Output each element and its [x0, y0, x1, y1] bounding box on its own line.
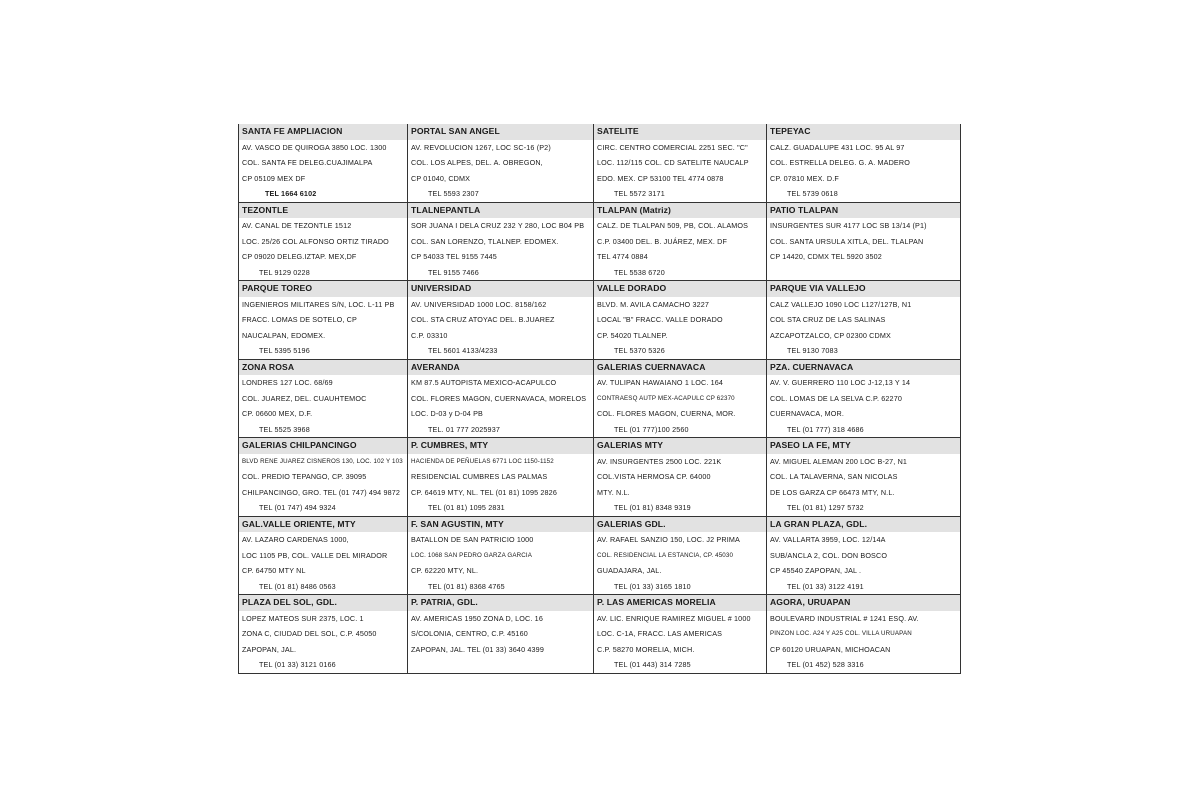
store-name: TLALPAN (Matriz) — [594, 203, 766, 219]
store-address-line: SUB/ANCLA 2, COL. DON BOSCO — [770, 550, 888, 560]
store-address-line: LOC 1105 PB, COL. VALLE DEL MIRADOR — [242, 550, 388, 560]
store-phone: TEL 5370 5326 — [614, 346, 665, 355]
store-phone: TEL (01 33) 3122 4191 — [787, 581, 864, 591]
directory-row — [239, 594, 960, 673]
store-name: PASEO LA FE, MTY — [767, 438, 960, 454]
store-address-line: FRACC. LOMAS DE SOTELO, CP — [242, 315, 357, 324]
store-name: GALERIAS CUERNAVACA — [594, 360, 766, 376]
store-cell-paseo-la-fe-mty — [766, 438, 960, 516]
store-phone: TEL. 01 777 2025937 — [428, 424, 500, 434]
store-phone: TEL (01 81) 8368 4765 — [428, 581, 505, 591]
store-address-line: COL STA CRUZ DE LAS SALINAS — [770, 315, 886, 324]
store-phone: TEL (01 33) 3165 1810 — [614, 581, 691, 591]
store-address-line: CP 45540 ZAPOPAN, JAL . — [770, 566, 862, 575]
store-address-line: BLVD RENE JUAREZ CISNEROS 130, LOC. 102 Y 103 — [242, 457, 403, 465]
store-phone: TEL (01 81) 8348 9319 — [614, 503, 691, 512]
store-cell-galerias-cuernavaca — [593, 360, 766, 438]
store-address-line: COL. JUAREZ, DEL. CUAUHTEMOC — [242, 393, 367, 403]
store-address-line: LOC. 112/115 COL. CD SATELITE NAUCALP — [597, 158, 749, 167]
store-address-line: S/COLONIA, CENTRO, C.P. 45160 — [411, 629, 528, 638]
directory-row — [239, 280, 960, 359]
store-phone: TEL (01 81) 1095 2831 — [428, 503, 505, 512]
store-address-line: COL. ESTRELLA DELEG. G. A. MADERO — [770, 158, 910, 167]
store-address-line: AV. UNIVERSIDAD 1000 LOC. 8158/162 — [411, 299, 547, 309]
store-address-line: CP. 06600 MEX, D.F. — [242, 409, 313, 418]
store-address-line: AV. V. GUERRERO 110 LOC J-12,13 Y 14 — [770, 378, 911, 387]
store-cell-satelite — [593, 124, 766, 202]
store-address-line: AV. TULIPAN HAWAIANO 1 LOC. 164 — [597, 378, 724, 387]
store-address-line: COL. STA CRUZ ATOYAC DEL. B.JUAREZ — [411, 315, 555, 324]
store-phone: TEL (01 452) 528 3316 — [787, 660, 864, 669]
store-cell-gal-valle-oriente-mty — [239, 517, 407, 595]
store-address-line: ZAPOPAN, JAL. TEL (01 33) 3640 4399 — [411, 644, 544, 654]
directory-row — [239, 124, 960, 202]
store-phone: TEL (01 81) 1297 5732 — [787, 503, 864, 512]
store-name: LA GRAN PLAZA, GDL. — [767, 517, 960, 533]
store-address-line: CALZ VALLEJO 1090 LOC L127/127B, N1 — [770, 299, 912, 309]
store-phone: TEL 5572 3171 — [614, 189, 665, 198]
directory-row — [239, 437, 960, 516]
store-address-line: MTY. N.L. — [597, 487, 630, 497]
store-address-line: AV. REVOLUCION 1267, LOC SC-16 (P2) — [411, 142, 551, 152]
store-name: GALERIAS MTY — [594, 438, 766, 454]
store-phone: TEL (01 747) 494 9324 — [259, 503, 336, 512]
store-address-line: GUADAJARA, JAL. — [597, 566, 662, 575]
store-cell-galerias-mty — [593, 438, 766, 516]
store-address-line: AV. LAZARO CARDENAS 1000, — [242, 535, 349, 544]
store-name: PARQUE VIA VALLEJO — [767, 281, 960, 297]
store-address-line: CP. 64750 MTY NL — [242, 566, 306, 575]
store-address-line: COL. LOMAS DE LA SELVA C.P. 62270 — [770, 393, 902, 403]
store-address-line: BOULEVARD INDUSTRIAL # 1241 ESQ. AV. — [770, 613, 919, 623]
store-cell-patio-tlalpan — [766, 203, 960, 281]
store-name: PLAZA DEL SOL, GDL. — [239, 595, 407, 611]
store-address-line: DE LOS GARZA CP 66473 MTY, N.L. — [770, 487, 895, 497]
store-cell-tlalpan-matriz — [593, 203, 766, 281]
store-address-line: LOC. 25/26 COL ALFONSO ORTIZ TIRADO — [242, 236, 389, 246]
store-address-line: AZCAPOTZALCO, CP 02300 CDMX — [770, 330, 891, 340]
store-phone: TEL 5593 2307 — [428, 189, 479, 198]
store-address-line: CP 60120 URUAPAN, MICHOACAN — [770, 644, 891, 654]
store-phone: TEL 5739 0618 — [787, 189, 838, 198]
directory-row — [239, 359, 960, 438]
store-address-line: CP 09020 DELEG.IZTAP. MEX,DF — [242, 252, 357, 261]
store-address-line: CP 05109 MEX DF — [242, 173, 306, 183]
store-address-line: CUERNAVACA, MOR. — [770, 409, 845, 418]
store-cell-tezontle — [239, 203, 407, 281]
store-cell-p-cumbres-mty — [407, 438, 593, 516]
store-name: UNIVERSIDAD — [408, 281, 593, 297]
store-phone: TEL 5525 3968 — [259, 424, 310, 434]
store-address-line: LOC. C-1A, FRACC. LAS AMERICAS — [597, 629, 723, 638]
store-address-line: BLVD. M. AVILA CAMACHO 3227 — [597, 299, 710, 309]
store-cell-pza-cuernavaca — [766, 360, 960, 438]
store-cell-p-patria-gdl — [407, 595, 593, 673]
store-address-line: RESIDENCIAL CUMBRES LAS PALMAS — [411, 472, 548, 481]
store-cell-averanda — [407, 360, 593, 438]
store-address-line: AV. RAFAEL SANZIO 150, LOC. J2 PRIMA — [597, 535, 740, 544]
store-phone — [408, 657, 593, 673]
store-address-line: TEL 4774 0884 — [597, 252, 648, 261]
store-address-line: AV. INSURGENTES 2500 LOC. 221K — [597, 456, 722, 466]
store-name: TLALNEPANTLA — [408, 203, 593, 219]
store-cell-f-san-agustin-mty — [407, 517, 593, 595]
store-address-line: LONDRES 127 LOC. 68/69 — [242, 378, 333, 387]
store-name: PARQUE TOREO — [239, 281, 407, 297]
store-cell-tepeyac — [766, 124, 960, 202]
store-address-line: C.P. 03400 DEL. B. JUÁREZ, MEX. DF — [597, 236, 727, 246]
store-cell-galerias-chilpancingo — [239, 438, 407, 516]
store-address-line: COL. LOS ALPES, DEL. A. OBREGON, — [411, 158, 543, 167]
store-name: PORTAL SAN ANGEL — [408, 124, 593, 140]
store-address-line: COL. SAN LORENZO, TLALNEP. EDOMEX. — [411, 236, 559, 246]
store-name: TEZONTLE — [239, 203, 407, 219]
store-address-line: INSURGENTES SUR 4177 LOC SB 13/14 (P1) — [770, 221, 927, 230]
store-directory-table — [238, 124, 961, 674]
store-address-line: AV. AMERICAS 1950 ZONA D, LOC. 16 — [411, 613, 543, 623]
store-address-line: AV. VASCO DE QUIROGA 3850 LOC. 1300 — [242, 142, 387, 152]
store-address-line: COL. LA TALAVERNA, SAN NICOLAS — [770, 472, 898, 481]
store-cell-la-gran-plaza-gdl — [766, 517, 960, 595]
store-name: SATELITE — [594, 124, 766, 140]
store-address-line: COL. FLORES MAGON, CUERNA, MOR. — [597, 409, 736, 418]
store-address-line: CP 14420, CDMX TEL 5920 3502 — [770, 252, 882, 261]
store-cell-portal-san-angel — [407, 124, 593, 202]
store-name: P. LAS AMERICAS MORELIA — [594, 595, 766, 611]
store-address-line: EDO. MEX. CP 53100 TEL 4774 0878 — [597, 173, 724, 183]
store-address-line: CP. 62220 MTY, NL. — [411, 566, 479, 575]
store-address-line: AV. MIGUEL ALEMAN 200 LOC B-27, N1 — [770, 456, 908, 466]
store-address-line: BATALLON DE SAN PATRICIO 1000 — [411, 535, 534, 544]
store-cell-santa-fe-ampliacion — [239, 124, 407, 202]
store-address-line: LOC. 1068 SAN PEDRO GARZA GARCIA — [411, 551, 533, 559]
store-address-line: AV. VALLARTA 3959, LOC. 12/14A — [770, 535, 886, 544]
store-address-line: COL. FLORES MAGON, CUERNAVACA, MORELOS — [411, 393, 587, 403]
directory-row — [239, 516, 960, 595]
store-address-line: CALZ. DE TLALPAN 509, PB, COL. ALAMOS — [597, 221, 749, 230]
store-address-line: C.P. 03310 — [411, 330, 448, 340]
store-phone: TEL 1664 6102 — [265, 189, 317, 198]
store-phone: TEL (01 777) 318 4686 — [787, 424, 864, 434]
store-cell-universidad — [407, 281, 593, 359]
store-phone — [767, 265, 960, 281]
store-phone: TEL 5395 5196 — [259, 346, 310, 355]
store-address-line: COL. RESIDENCIAL LA ESTANCIA, CP. 45030 — [597, 551, 734, 559]
store-name: TEPEYAC — [767, 124, 960, 140]
store-name: PZA. CUERNAVACA — [767, 360, 960, 376]
store-name: F. SAN AGUSTIN, MTY — [408, 517, 593, 533]
store-name: P. CUMBRES, MTY — [408, 438, 593, 454]
store-cell-agora-uruapan — [766, 595, 960, 673]
store-cell-zona-rosa — [239, 360, 407, 438]
store-address-line: CHILPANCINGO, GRO. TEL (01 747) 494 9872 — [242, 487, 401, 497]
store-address-line: CP. 07810 MEX. D.F — [770, 173, 839, 183]
store-address-line: ZONA C, CIUDAD DEL SOL, C.P. 45050 — [242, 629, 377, 638]
store-phone: TEL 9155 7466 — [428, 267, 479, 277]
store-address-line: COL. PREDIO TEPANGO, CP. 39095 — [242, 472, 367, 481]
store-phone: TEL 5601 4133/4233 — [428, 346, 498, 355]
store-name: VALLE DORADO — [594, 281, 766, 297]
store-address-line: LOPEZ MATEOS SUR 2375, LOC. 1 — [242, 613, 364, 623]
store-address-line: KM 87.5 AUTOPISTA MEXICO-ACAPULCO — [411, 378, 557, 387]
store-address-line: LOC. D-03 y D-04 PB — [411, 409, 483, 418]
store-address-line: C.P. 58270 MORELIA, MICH. — [597, 644, 695, 654]
store-cell-parque-via-vallejo — [766, 281, 960, 359]
store-address-line: CP 54033 TEL 9155 7445 — [411, 252, 497, 261]
store-address-line: COL. SANTA URSULA XITLA, DEL. TLALPAN — [770, 236, 924, 246]
store-address-line: CP. 54020 TLALNEP. — [597, 330, 668, 340]
directory-row — [239, 202, 960, 281]
store-address-line: ZAPOPAN, JAL. — [242, 644, 297, 654]
store-cell-parque-toreo — [239, 281, 407, 359]
store-name: PATIO TLALPAN — [767, 203, 960, 219]
store-name: ZONA ROSA — [239, 360, 407, 376]
store-address-line: CALZ. GUADALUPE 431 LOC. 95 AL 97 — [770, 142, 905, 152]
store-cell-galerias-gdl — [593, 517, 766, 595]
store-phone: TEL 9130 7083 — [787, 346, 838, 355]
store-address-line: CP 01040, CDMX — [411, 173, 471, 183]
store-phone: TEL (01 777)100 2560 — [614, 424, 689, 434]
store-address-line: CP. 64619 MTY, NL. TEL (01 81) 1095 2826 — [411, 487, 557, 497]
store-phone: TEL (01 81) 8486 0563 — [259, 581, 336, 591]
store-cell-p-las-americas-morelia — [593, 595, 766, 673]
store-name: GALERIAS CHILPANCINGO — [239, 438, 407, 454]
store-name: GALERIAS GDL. — [594, 517, 766, 533]
store-address-line: LOCAL "B" FRACC. VALLE DORADO — [597, 315, 723, 324]
store-cell-valle-dorado — [593, 281, 766, 359]
store-address-line: SOR JUANA I DELA CRUZ 232 Y 280, LOC B04 PB — [411, 221, 585, 230]
store-address-line: CONTRAESQ AUTP MEX-ACAPULC CP 62370 — [597, 394, 735, 402]
store-phone: TEL (01 443) 314 7285 — [614, 660, 691, 669]
store-address-line: AV. CANAL DE TEZONTLE 1512 — [242, 221, 352, 230]
store-address-line: HACIENDA DE PEÑUELAS 6771 LOC 1150-1152 — [411, 457, 554, 465]
store-name: SANTA FE AMPLIACION — [239, 124, 407, 140]
store-cell-plaza-del-sol-gdl — [239, 595, 407, 673]
store-address-line: COL.VISTA HERMOSA CP. 64000 — [597, 472, 711, 481]
store-name: GAL.VALLE ORIENTE, MTY — [239, 517, 407, 533]
store-address-line: NAUCALPAN, EDOMEX. — [242, 330, 326, 340]
store-address-line: INGENIEROS MILITARES S/N, LOC. L-11 PB — [242, 299, 395, 309]
store-name: AGORA, URUAPAN — [767, 595, 960, 611]
store-cell-tlalnepantla — [407, 203, 593, 281]
store-name: P. PATRIA, GDL. — [408, 595, 593, 611]
store-name: AVERANDA — [408, 360, 593, 376]
store-address-line: PINZON LOC. A24 Y A25 COL. VILLA URUAPAN — [770, 630, 912, 637]
store-address-line: CIRC. CENTRO COMERCIAL 2251 SEC. "C" — [597, 142, 748, 152]
store-phone: TEL 5538 6720 — [614, 267, 665, 277]
store-phone: TEL (01 33) 3121 0166 — [259, 660, 336, 669]
store-address-line: AV. LIC. ENRIQUE RAMIREZ MIGUEL # 1000 — [597, 613, 751, 623]
store-address-line: COL. SANTA FE DELEG.CUAJIMALPA — [242, 158, 373, 167]
store-phone: TEL 9129 0228 — [259, 267, 310, 277]
